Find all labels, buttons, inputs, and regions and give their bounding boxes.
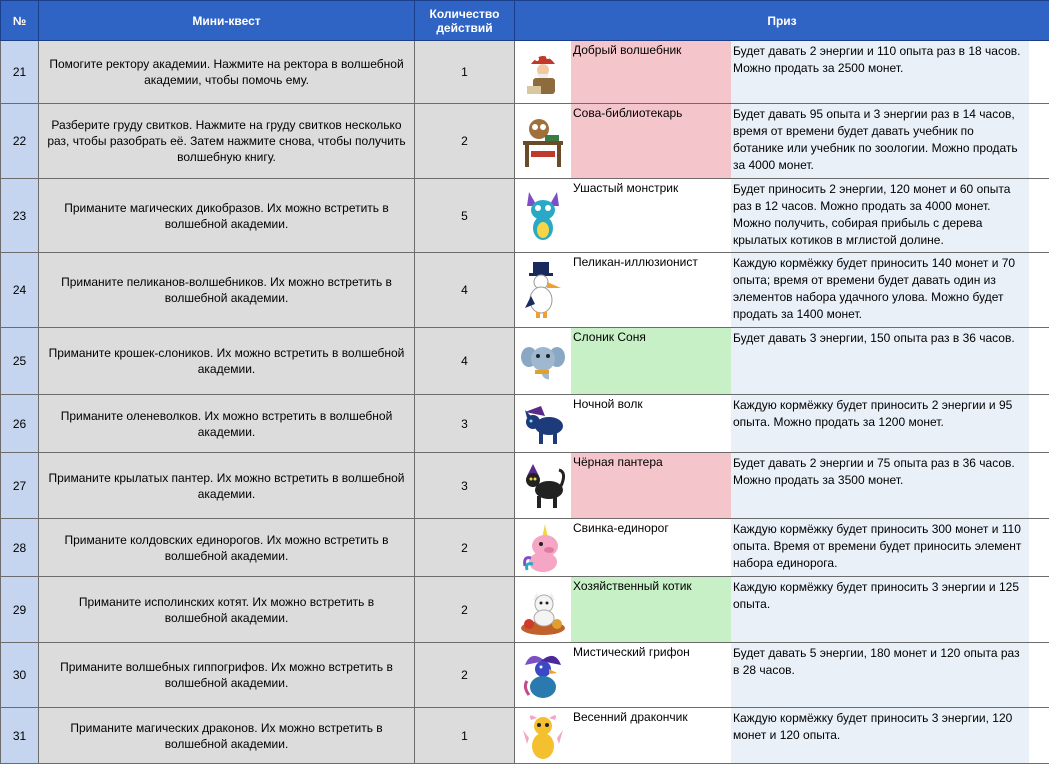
prize-name: Добрый волшебник	[571, 41, 731, 103]
prize-description: Будет давать 5 энергии, 180 монет и 120 опыта раз в 28 часов.	[731, 643, 1029, 707]
prize-description: Каждую кормёжку будет приносить 3 энергии и 125 опыта.	[731, 577, 1029, 642]
table-row	[1, 328, 1049, 395]
prize-description: Будет давать 95 опыта и 3 энергии раз в 14 часов, время от времени будет давать учебник по ботанике или учебник по зоологии. Можно продать за 4000 монет.	[731, 104, 1029, 178]
header-quest: Мини-квест	[39, 1, 415, 41]
quest-description: Приманите волшебных гиппогрифов. Их можно встретить в волшебной академии.	[39, 643, 415, 708]
eared-monster-icon	[515, 179, 571, 252]
table-row	[1, 104, 1049, 179]
prize-cell	[515, 104, 1049, 179]
table-row	[1, 453, 1049, 519]
owl-librarian-icon	[515, 104, 571, 178]
prize-name: Чёрная пантера	[571, 453, 731, 518]
prize-cell	[515, 643, 1049, 708]
prize-description: Будет давать 2 энергии и 75 опыта раз в 36 часов. Можно продать за 3500 монет.	[731, 453, 1029, 518]
dragon-icon	[515, 708, 571, 763]
prize-cell	[515, 708, 1049, 764]
table-row	[1, 708, 1049, 764]
prize-description: Каждую кормёжку будет приносить 2 энергии и 95 опыта. Можно продать за 1200 монет.	[731, 395, 1029, 452]
action-count: 3	[415, 453, 515, 519]
row-number: 29	[1, 577, 39, 643]
griffin-icon	[515, 643, 571, 707]
table-row	[1, 577, 1049, 643]
row-number: 27	[1, 453, 39, 519]
row-number: 25	[1, 328, 39, 395]
action-count: 2	[415, 519, 515, 577]
action-count: 3	[415, 395, 515, 453]
prize-cell	[515, 179, 1049, 253]
prize-name: Ночной волк	[571, 395, 731, 452]
quest-description: Разберите груду свитков. Нажмите на груду свитков несколько раз, чтобы разобрать её. Затем нажмите снова, чтобы получить волшебную книгу.	[39, 104, 415, 179]
table-row	[1, 519, 1049, 577]
wizard-icon	[515, 41, 571, 103]
action-count: 1	[415, 708, 515, 764]
prize-cell	[515, 453, 1049, 519]
prize-name: Пеликан-иллюзионист	[571, 253, 731, 327]
header-count-line1: Количество	[415, 7, 514, 21]
quest-description: Приманите исполинских котят. Их можно встретить в волшебной академии.	[39, 577, 415, 643]
quest-description: Приманите магических драконов. Их можно встретить в волшебной академии.	[39, 708, 415, 764]
unicorn-pig-icon	[515, 519, 571, 576]
table-row	[1, 643, 1049, 708]
quest-description: Приманите магических дикобразов. Их можно встретить в волшебной академии.	[39, 179, 415, 253]
prize-name: Свинка-единорог	[571, 519, 731, 576]
action-count: 2	[415, 577, 515, 643]
prize-name: Слоник Соня	[571, 328, 731, 394]
row-number: 21	[1, 41, 39, 104]
prize-cell	[515, 253, 1049, 328]
row-number: 23	[1, 179, 39, 253]
quest-description: Приманите колдовских единорогов. Их можно встретить в волшебной академии.	[39, 519, 415, 577]
action-count: 2	[415, 643, 515, 708]
table-row	[1, 253, 1049, 328]
prize-name: Весенний дракончик	[571, 708, 731, 763]
row-number: 31	[1, 708, 39, 764]
prize-description: Каждую кормёжку будет приносить 3 энергии, 120 монет и 120 опыта.	[731, 708, 1029, 763]
action-count: 2	[415, 104, 515, 179]
quest-description: Помогите ректору академии. Нажмите на ректора в волшебной академии, чтобы помочь ему.	[39, 41, 415, 104]
night-wolf-icon	[515, 395, 571, 452]
prize-cell	[515, 328, 1049, 395]
elephant-icon	[515, 328, 571, 394]
prize-description: Каждую кормёжку будет приносить 300 монет и 110 опыта. Время от времени будет приносить элемент набора единорога.	[731, 519, 1029, 576]
quest-description: Приманите оленеволков. Их можно встретить в волшебной академии.	[39, 395, 415, 453]
prize-description: Каждую кормёжку будет приносить 140 монет и 70 опыта; время от времени будет давать один из элементов набора удачного улова. Можно будет продать за 1400 монет.	[731, 253, 1029, 327]
quest-description: Приманите крылатых пантер. Их можно встретить в волшебной академии.	[39, 453, 415, 519]
prize-cell	[515, 41, 1049, 104]
quest-description: Приманите пеликанов-волшебников. Их можно встретить в волшебной академии.	[39, 253, 415, 328]
header-row	[1, 1, 1049, 41]
header-count	[415, 1, 515, 41]
cat-icon	[515, 577, 571, 642]
prize-description: Будет давать 2 энергии и 110 опыта раз в 18 часов. Можно продать за 2500 монет.	[731, 41, 1029, 103]
action-count: 1	[415, 41, 515, 104]
action-count: 5	[415, 179, 515, 253]
prize-cell	[515, 395, 1049, 453]
table-row	[1, 395, 1049, 453]
header-num: №	[1, 1, 39, 41]
table-row	[1, 179, 1049, 253]
prize-description: Будет приносить 2 энергии, 120 монет и 60 опыта раз в 12 часов. Можно продать за 4000 монет. Можно получить, собирая прибыль с дерева крылатых котиков в мглистой долине.	[731, 179, 1029, 252]
black-panther-icon	[515, 453, 571, 518]
prize-name: Хозяйственный котик	[571, 577, 731, 642]
prize-cell	[515, 519, 1049, 577]
row-number: 24	[1, 253, 39, 328]
pelican-icon	[515, 253, 571, 327]
action-count: 4	[415, 328, 515, 395]
prize-name: Ушастый монстрик	[571, 179, 731, 252]
row-number: 30	[1, 643, 39, 708]
action-count: 4	[415, 253, 515, 328]
prize-cell	[515, 577, 1049, 643]
quest-description: Приманите крошек-слоников. Их можно встретить в волшебной академии.	[39, 328, 415, 395]
row-number: 26	[1, 395, 39, 453]
prize-name: Мистический грифон	[571, 643, 731, 707]
prize-description: Будет давать 3 энергии, 150 опыта раз в 36 часов.	[731, 328, 1029, 394]
prize-name: Сова-библиотекарь	[571, 104, 731, 178]
table-row	[1, 41, 1049, 104]
row-number: 28	[1, 519, 39, 577]
header-count-line2: действий	[415, 21, 514, 35]
header-prize: Приз	[515, 1, 1049, 41]
row-number: 22	[1, 104, 39, 179]
